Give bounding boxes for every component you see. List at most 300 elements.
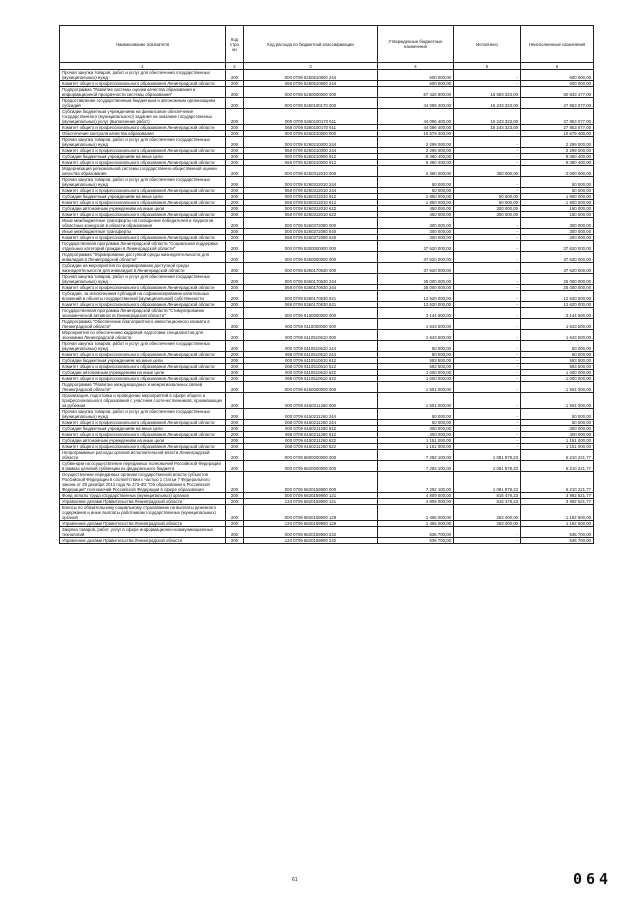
row-budget-code: 068 0709 5260312010 244 (244, 188, 378, 194)
row-approved: 12 620 000,00 (378, 291, 454, 302)
row-name: Комитет общего и профессионального образования Ленинградской области (60, 285, 226, 291)
column-number: 3 (244, 63, 378, 70)
row-budget-code: 000 0709 5260372080 000 (244, 218, 378, 229)
row-budget-code: 068 0709 6110510610 244 (244, 352, 378, 358)
row-unexecuted: 600 000,00 (521, 70, 594, 81)
row-unexecuted: 50 000,00 (521, 409, 594, 420)
row-unexecuted: 3 992 521,77 (521, 499, 594, 505)
row-budget-code: 068 0709 5260312010 622 (244, 212, 378, 218)
row-unexecuted: 50 000,00 (521, 341, 594, 352)
row-budget-code: 068 0709 5260372080 540 (244, 235, 378, 241)
row-unexecuted: 1 501 000,00 (521, 393, 594, 409)
row-name: Субвенции на осуществление переданных полномочий Российской Федерации в рамках целевой субвенции из федерального бюджета (60, 461, 226, 472)
row-line-code: 200 (226, 461, 244, 472)
row-approved: 4 809 000,00 (378, 493, 454, 499)
row-executed: - (454, 376, 521, 382)
header-line-code: Код стро ки (226, 26, 244, 63)
table-row (60, 291, 594, 302)
row-approved: 7 292 100,00 (378, 461, 454, 472)
row-unexecuted: 300 000,00 (521, 432, 594, 438)
row-approved: 300 000,00 (378, 235, 454, 241)
row-executed: 1 081 878,23 (454, 461, 521, 472)
row-line-code: 200 (226, 341, 244, 352)
row-name: Субсидии бюджетным учреждениям на финансовое обеспечение государственного (муниципального) задания на оказание государственных (муниципальных) услуг (выполнение работ) (60, 109, 226, 125)
row-approved: 1 643 500,00 (378, 319, 454, 330)
table-row (60, 137, 594, 148)
row-line-code: 200 (226, 235, 244, 241)
row-name: Осуществление переданных органам государственной власти субъектов Российской Федерации в соответствии с частью 1 статьи 7 Федерального закона от 29 декабря 2012 года № 273-ФЗ "Об образовании в Российской Федерации" полномочий Российской Федерации в сфере образования (60, 472, 226, 493)
row-line-code: 200 (226, 358, 244, 364)
row-approved: 25 000 000,00 (378, 274, 454, 285)
row-approved: 2 299 000,00 (378, 148, 454, 154)
row-approved: 3 144 500,00 (378, 308, 454, 319)
row-budget-code: 068 0709 5260210000 612 (244, 160, 378, 166)
row-unexecuted: 1 000 000,00 (521, 370, 594, 376)
row-approved: 1 000 000,00 (378, 376, 454, 382)
row-line-code: 200 (226, 87, 244, 98)
row-name: Комитет общего и профессионального образования Ленинградской области (60, 376, 226, 382)
table-row (60, 499, 594, 505)
row-budget-code: 000 0709 5260510800 244 (244, 70, 378, 81)
row-executed: - (454, 341, 521, 352)
row-budget-code: 000 0709 5260100170 000 (244, 98, 378, 109)
row-line-code: 200 (226, 125, 244, 131)
row-name: Комитет общего и профессионального образования Ленинградской области (60, 81, 226, 87)
row-unexecuted: 1 501 000,00 (521, 382, 594, 393)
table-row (60, 319, 594, 330)
row-name: Комитет общего и профессионального образования Ленинградской области (60, 235, 226, 241)
row-approved: 50 000,00 (378, 409, 454, 420)
row-executed: - (454, 263, 521, 274)
row-executed: - (454, 444, 521, 450)
row-executed: 16 243 323,00 (454, 98, 521, 109)
table-row (60, 341, 594, 352)
row-unexecuted: 27 853 077,00 (521, 98, 594, 109)
row-line-code: 200 (226, 493, 244, 499)
row-approved: 600 000,00 (378, 81, 454, 87)
table-row (60, 521, 594, 527)
row-approved: 44 096 400,00 (378, 98, 454, 109)
row-approved: 300 000,00 (378, 432, 454, 438)
row-approved: 1 643 500,00 (378, 330, 454, 341)
row-budget-code: 000 0709 6110510610 612 (244, 358, 378, 364)
row-line-code: 200 (226, 131, 244, 137)
row-executed: - (454, 302, 521, 308)
row-line-code: 200 (226, 109, 244, 125)
row-approved: 7 292 100,00 (378, 472, 454, 493)
row-approved: 593 500,00 (378, 358, 454, 364)
row-budget-code: 068 0709 5260100170 611 (244, 125, 378, 131)
budget-execution-table (59, 25, 594, 544)
row-executed: 263 400,00 (454, 521, 521, 527)
row-budget-code: 133 0709 6820159900 121 (244, 499, 378, 505)
row-line-code: 200 (226, 166, 244, 177)
table-row (60, 263, 594, 274)
row-budget-code: 000 0709 6110510610 622 (244, 370, 378, 376)
row-unexecuted: 300 000,00 (521, 218, 594, 229)
table-row (60, 382, 594, 393)
page-stamp-number: 064 (573, 870, 613, 888)
row-line-code: 200 (226, 212, 244, 218)
row-budget-code: 000 0709 5260210000 000 (244, 131, 378, 137)
row-unexecuted: 1 000 000,00 (521, 376, 594, 382)
row-approved: 25 000 000,00 (378, 285, 454, 291)
row-executed: 816 478,23 (454, 493, 521, 499)
row-executed: - (454, 308, 521, 319)
row-approved: 10 679 400,00 (378, 131, 454, 137)
row-unexecuted: 600 000,00 (521, 81, 594, 87)
row-line-code: 200 (226, 420, 244, 426)
row-name: Субсидии на мероприятия по формированию доступной среды жизнедеятельности для инвалидов в Ленинградской области (60, 263, 226, 274)
row-budget-code: 068 0709 5260312010 612 (244, 200, 378, 206)
row-budget-code: 000 0709 6820159900 242 (244, 527, 378, 538)
row-name: Комитет общего и профессионального образования Ленинградской области (60, 364, 226, 370)
row-name: Комитет общего и профессионального образования Ленинградской области (60, 200, 226, 206)
row-executed: 50 000,00 (454, 194, 521, 200)
row-budget-code: 000 0709 5300000000 000 (244, 241, 378, 252)
row-unexecuted: 50 000,00 (521, 352, 594, 358)
column-number: 2 (226, 63, 244, 70)
table-row (60, 450, 594, 461)
row-executed: - (454, 420, 521, 426)
row-unexecuted: 2 299 000,00 (521, 137, 594, 148)
row-executed: - (454, 160, 521, 166)
row-unexecuted: 536 700,00 (521, 527, 594, 538)
row-approved: 1 501 000,00 (378, 393, 454, 409)
row-unexecuted: 1 192 600,00 (521, 505, 594, 521)
row-name: Прочая закупка товаров, работ и услуг для обеспечения государственных (муниципальных) нужд (60, 137, 226, 148)
row-executed: - (454, 291, 521, 302)
row-budget-code: 000 0709 6100000000 000 (244, 308, 378, 319)
row-executed: 1 081 878,23 (454, 450, 521, 461)
table-row (60, 194, 594, 200)
table-row (60, 212, 594, 218)
header-name: Наименование показателя (60, 26, 226, 63)
row-unexecuted: 8 380 400,00 (521, 160, 594, 166)
table-row (60, 125, 594, 131)
row-executed: - (454, 137, 521, 148)
row-executed: - (454, 432, 521, 438)
header-budget-code: Код расхода по бюджетной классификации (244, 26, 378, 63)
table-row (60, 177, 594, 188)
row-budget-code: 068 0709 5360170630 244 (244, 285, 378, 291)
row-approved: 593 500,00 (378, 364, 454, 370)
row-name: Модернизация региональной системы государственно-общественной оценки качества образования (60, 166, 226, 177)
row-unexecuted: 50 000,00 (521, 177, 594, 188)
row-budget-code: 068 0709 6160211260 244 (244, 420, 378, 426)
row-executed: 816 478,23 (454, 499, 521, 505)
row-name: Прочая закупка товаров, работ и услуг для обеспечения государственных (муниципальных) нужд (60, 409, 226, 420)
row-executed: - (454, 81, 521, 87)
table-row (60, 538, 594, 544)
row-name: Управление делами Правительства Ленинградской области (60, 521, 226, 527)
row-name: Взносы по обязательному социальному страхованию на выплаты денежного содержания и иные выплаты работникам государственных (муниципальных) органов (60, 505, 226, 521)
table-row (60, 409, 594, 420)
row-approved: 4 809 000,00 (378, 499, 454, 505)
row-unexecuted: 10 679 400,00 (521, 131, 594, 137)
row-line-code: 200 (226, 450, 244, 461)
row-name: Комитет общего и профессионального образования Ленинградской области (60, 432, 226, 438)
row-approved: 1 151 000,00 (378, 444, 454, 450)
row-unexecuted: 50 000,00 (521, 420, 594, 426)
row-executed: - (454, 131, 521, 137)
row-unexecuted: 1 643 500,00 (521, 319, 594, 330)
row-budget-code: 068 0709 5260510800 244 (244, 81, 378, 87)
column-number: 1 (60, 63, 226, 70)
row-name: Субсидии автономным учреждениям на иные цели (60, 370, 226, 376)
row-budget-code: 000 0709 6110510610 244 (244, 341, 378, 352)
row-approved: 2 350 000,00 (378, 166, 454, 177)
row-unexecuted: 1 800 000,00 (521, 200, 594, 206)
column-number: 4 (378, 63, 454, 70)
table-row (60, 393, 594, 409)
row-line-code: 200 (226, 154, 244, 160)
row-name: Непрограммные расходы органов исполнительной власти Ленинградской области (60, 450, 226, 461)
row-approved: 50 000,00 (378, 420, 454, 426)
row-name: Субсидии бюджетным учреждениям на иные цели (60, 154, 226, 160)
row-unexecuted: 1 800 000,00 (521, 194, 594, 200)
row-name: Управление делами Правительства Ленинградской области (60, 538, 226, 544)
row-line-code: 200 (226, 206, 244, 212)
row-budget-code: 068 0709 5260210000 244 (244, 148, 378, 154)
row-approved: 1 850 000,00 (378, 200, 454, 206)
table-row (60, 241, 594, 252)
row-executed: - (454, 352, 521, 358)
row-approved: 300 000,00 (378, 218, 454, 229)
row-budget-code: 000 0709 5260100170 611 (244, 109, 378, 125)
row-budget-code: 000 0709 6160211260 612 (244, 426, 378, 432)
table-row (60, 274, 594, 285)
row-executed: 1 081 878,23 (454, 472, 521, 493)
row-line-code: 200 (226, 319, 244, 330)
header-row (60, 26, 594, 63)
row-unexecuted: 150 000,00 (521, 206, 594, 212)
row-approved: 8 380 400,00 (378, 160, 454, 166)
row-executed: - (454, 330, 521, 341)
row-approved: 50 000,00 (378, 352, 454, 358)
row-executed: - (454, 319, 521, 330)
row-name: Управление делами Правительства Ленинградской области (60, 499, 226, 505)
row-name: Комитет общего и профессионального образования Ленинградской области (60, 160, 226, 166)
row-line-code: 200 (226, 527, 244, 538)
row-executed: - (454, 409, 521, 420)
row-budget-code: 068 0709 6160211260 622 (244, 444, 378, 450)
row-executed: - (454, 154, 521, 160)
row-unexecuted: 8 380 400,00 (521, 154, 594, 160)
row-line-code: 200 (226, 98, 244, 109)
row-unexecuted: 12 620 000,00 (521, 291, 594, 302)
row-line-code: 200 (226, 252, 244, 263)
row-name: Комитет общего и профессионального образования Ленинградской области (60, 125, 226, 131)
row-approved: 536 700,00 (378, 527, 454, 538)
row-line-code: 200 (226, 364, 244, 370)
table-row (60, 87, 594, 98)
row-budget-code: 000 0709 5260312010 000 (244, 166, 378, 177)
row-approved: 44 096 400,00 (378, 125, 454, 131)
table-row (60, 70, 594, 81)
row-budget-code: 133 0709 6820159900 129 (244, 521, 378, 527)
row-approved: 1 000 000,00 (378, 370, 454, 376)
row-line-code: 200 (226, 538, 244, 544)
row-name: Подпрограмма "Развитие международных и межрегиональных связей Ленинградской области" (60, 382, 226, 393)
header-approved: Утвержденные бюджетные назначения (378, 26, 454, 63)
row-unexecuted: 1 192 600,00 (521, 521, 594, 527)
row-name: Субсидии бюджетным учреждениям на иные цели (60, 194, 226, 200)
row-name: Прочая закупка товаров, работ и услуг для обеспечения государственных (муниципальных) нужд (60, 177, 226, 188)
row-name: Мероприятия по обеспечению кадровой подготовки специалистов для экономики Ленинградской области (60, 330, 226, 341)
row-approved: 37 620 000,00 (378, 263, 454, 274)
row-executed: 300 000,00 (454, 212, 521, 218)
row-budget-code: 000 0709 6160000000 000 (244, 382, 378, 393)
row-approved: 1 456 000,00 (378, 521, 454, 527)
row-approved: 8 380 400,00 (378, 154, 454, 160)
row-budget-code: 000 0709 5260312010 622 (244, 206, 378, 212)
row-budget-code: 000 0709 5260312010 612 (244, 194, 378, 200)
page-number: 61 (292, 877, 298, 883)
row-approved: 1 850 000,00 (378, 194, 454, 200)
row-approved: 37 620 000,00 (378, 241, 454, 252)
row-executed: - (454, 285, 521, 291)
row-line-code: 200 (226, 148, 244, 154)
row-name: Фонд оплаты труда государственных (муниципальных) органов (60, 493, 226, 499)
row-name: Комитет общего и профессионального образования Ленинградской области (60, 444, 226, 450)
row-executed: - (454, 148, 521, 154)
row-line-code: 200 (226, 426, 244, 432)
row-name: Обеспечение контроля качества образования (60, 131, 226, 137)
table-row (60, 166, 594, 177)
row-approved: 44 096 400,00 (378, 109, 454, 125)
row-name: Подпрограмма "Развитие системы оценки качества образования и информационной прозрачности системы образования" (60, 87, 226, 98)
row-approved: 1 501 000,00 (378, 382, 454, 393)
row-budget-code: 000 0709 5260210000 612 (244, 154, 378, 160)
row-executed: 350 000,00 (454, 166, 521, 177)
row-executed: - (454, 274, 521, 285)
row-executed: - (454, 235, 521, 241)
row-approved: 1 151 000,00 (378, 438, 454, 444)
row-unexecuted: 3 144 500,00 (521, 308, 594, 319)
row-name: Субсидии бюджетным учреждениям на иные цели (60, 358, 226, 364)
row-executed: - (454, 177, 521, 188)
table-body (60, 70, 594, 544)
row-unexecuted: 6 210 221,77 (521, 450, 594, 461)
table-row (60, 308, 594, 319)
row-executed: - (454, 527, 521, 538)
row-budget-code: 000 0709 6800000000 000 (244, 450, 378, 461)
row-executed: - (454, 370, 521, 376)
row-executed: - (454, 252, 521, 263)
row-approved: 7 292 100,00 (378, 450, 454, 461)
row-line-code: 200 (226, 382, 244, 393)
row-executed: - (454, 438, 521, 444)
row-name: Иные межбюджетные трансферты на поощрение победителей и лауреатов областных конкурсов в области образования (60, 218, 226, 229)
row-executed: 16 243 323,00 (454, 109, 521, 125)
row-unexecuted: 27 853 077,00 (521, 109, 594, 125)
row-unexecuted: 300 000,00 (521, 235, 594, 241)
row-line-code: 200 (226, 160, 244, 166)
row-line-code: 200 (226, 409, 244, 420)
row-line-code: 200 (226, 472, 244, 493)
column-number: 6 (521, 63, 594, 70)
row-budget-code: 000 0709 5360170630 244 (244, 274, 378, 285)
row-approved: 300 000,00 (378, 229, 454, 235)
row-unexecuted: 593 500,00 (521, 358, 594, 364)
column-number-row (60, 63, 594, 70)
row-unexecuted: 3 992 521,77 (521, 493, 594, 499)
row-executed: - (454, 538, 521, 544)
row-line-code: 200 (226, 308, 244, 319)
row-unexecuted: 27 853 077,00 (521, 125, 594, 131)
row-budget-code: 000 0709 5360170630 521 (244, 291, 378, 302)
row-approved: 450 000,00 (378, 212, 454, 218)
row-line-code: 200 (226, 188, 244, 194)
row-budget-code: 000 0709 6820159900 129 (244, 505, 378, 521)
row-unexecuted: 150 000,00 (521, 212, 594, 218)
row-budget-code: 000 0709 5360170630 000 (244, 263, 378, 274)
row-line-code: 200 (226, 274, 244, 285)
row-budget-code: 000 0709 5360000000 000 (244, 252, 378, 263)
row-unexecuted: 50 000,00 (521, 188, 594, 194)
row-name: Комитет общего и профессионального образования Ленинградской области (60, 188, 226, 194)
row-name: Подпрограмма "Формирование доступной среды жизнедеятельности для инвалидов в Ленинградской области" (60, 252, 226, 263)
row-unexecuted: 50 833 477,00 (521, 87, 594, 98)
row-name: Субсидии бюджетным учреждениям на иные цели (60, 426, 226, 432)
row-line-code: 200 (226, 229, 244, 235)
row-approved: 37 620 000,00 (378, 252, 454, 263)
row-unexecuted: 25 000 000,00 (521, 274, 594, 285)
row-approved: 300 000,00 (378, 426, 454, 432)
row-unexecuted: 536 700,00 (521, 538, 594, 544)
row-name: Подпрограмма "Обеспечение благоприятного инвестиционного климата в Ленинградской области" (60, 319, 226, 330)
row-executed: - (454, 358, 521, 364)
row-line-code: 200 (226, 432, 244, 438)
row-budget-code: 000 0709 6110510610 000 (244, 330, 378, 341)
row-line-code: 200 (226, 444, 244, 450)
row-budget-code: 068 0709 6160211260 612 (244, 432, 378, 438)
table-row (60, 505, 594, 521)
row-executed: 16 243 323,00 (454, 125, 521, 131)
row-line-code: 200 (226, 291, 244, 302)
row-approved: 50 000,00 (378, 341, 454, 352)
row-name: Комитет общего и профессионального образования Ленинградской области (60, 352, 226, 358)
row-line-code: 200 (226, 370, 244, 376)
row-budget-code: 000 0709 6110000000 000 (244, 319, 378, 330)
budget-report-sheet (59, 25, 593, 544)
row-name: Прочая закупка товаров, работ и услуг для обеспечения государственных (муниципальных) нужд (60, 341, 226, 352)
row-name: Комитет общего и профессионального образования Ленинградской области (60, 420, 226, 426)
row-unexecuted: 300 000,00 (521, 229, 594, 235)
row-budget-code: 133 0709 6820159900 242 (244, 538, 378, 544)
row-line-code: 200 (226, 376, 244, 382)
row-budget-code: 000 0709 5260372080 540 (244, 229, 378, 235)
row-approved: 600 000,00 (378, 70, 454, 81)
row-executed: 300 000,00 (454, 206, 521, 212)
row-unexecuted: 12 620 000,00 (521, 302, 594, 308)
row-executed: - (454, 241, 521, 252)
row-line-code: 200 (226, 499, 244, 505)
table-row (60, 493, 594, 499)
row-executed: - (454, 364, 521, 370)
row-budget-code: 000 0709 5260210000 244 (244, 137, 378, 148)
row-executed: 263 400,00 (454, 505, 521, 521)
row-approved: 12 620 000,00 (378, 302, 454, 308)
row-line-code: 200 (226, 302, 244, 308)
table-row (60, 461, 594, 472)
row-unexecuted: 1 643 500,00 (521, 330, 594, 341)
row-unexecuted: 6 210 221,77 (521, 461, 594, 472)
row-budget-code: 068 0709 6110510610 622 (244, 376, 378, 382)
row-unexecuted: 1 151 000,00 (521, 444, 594, 450)
row-name: Субсидии автономным учреждениям на иные цели (60, 206, 226, 212)
